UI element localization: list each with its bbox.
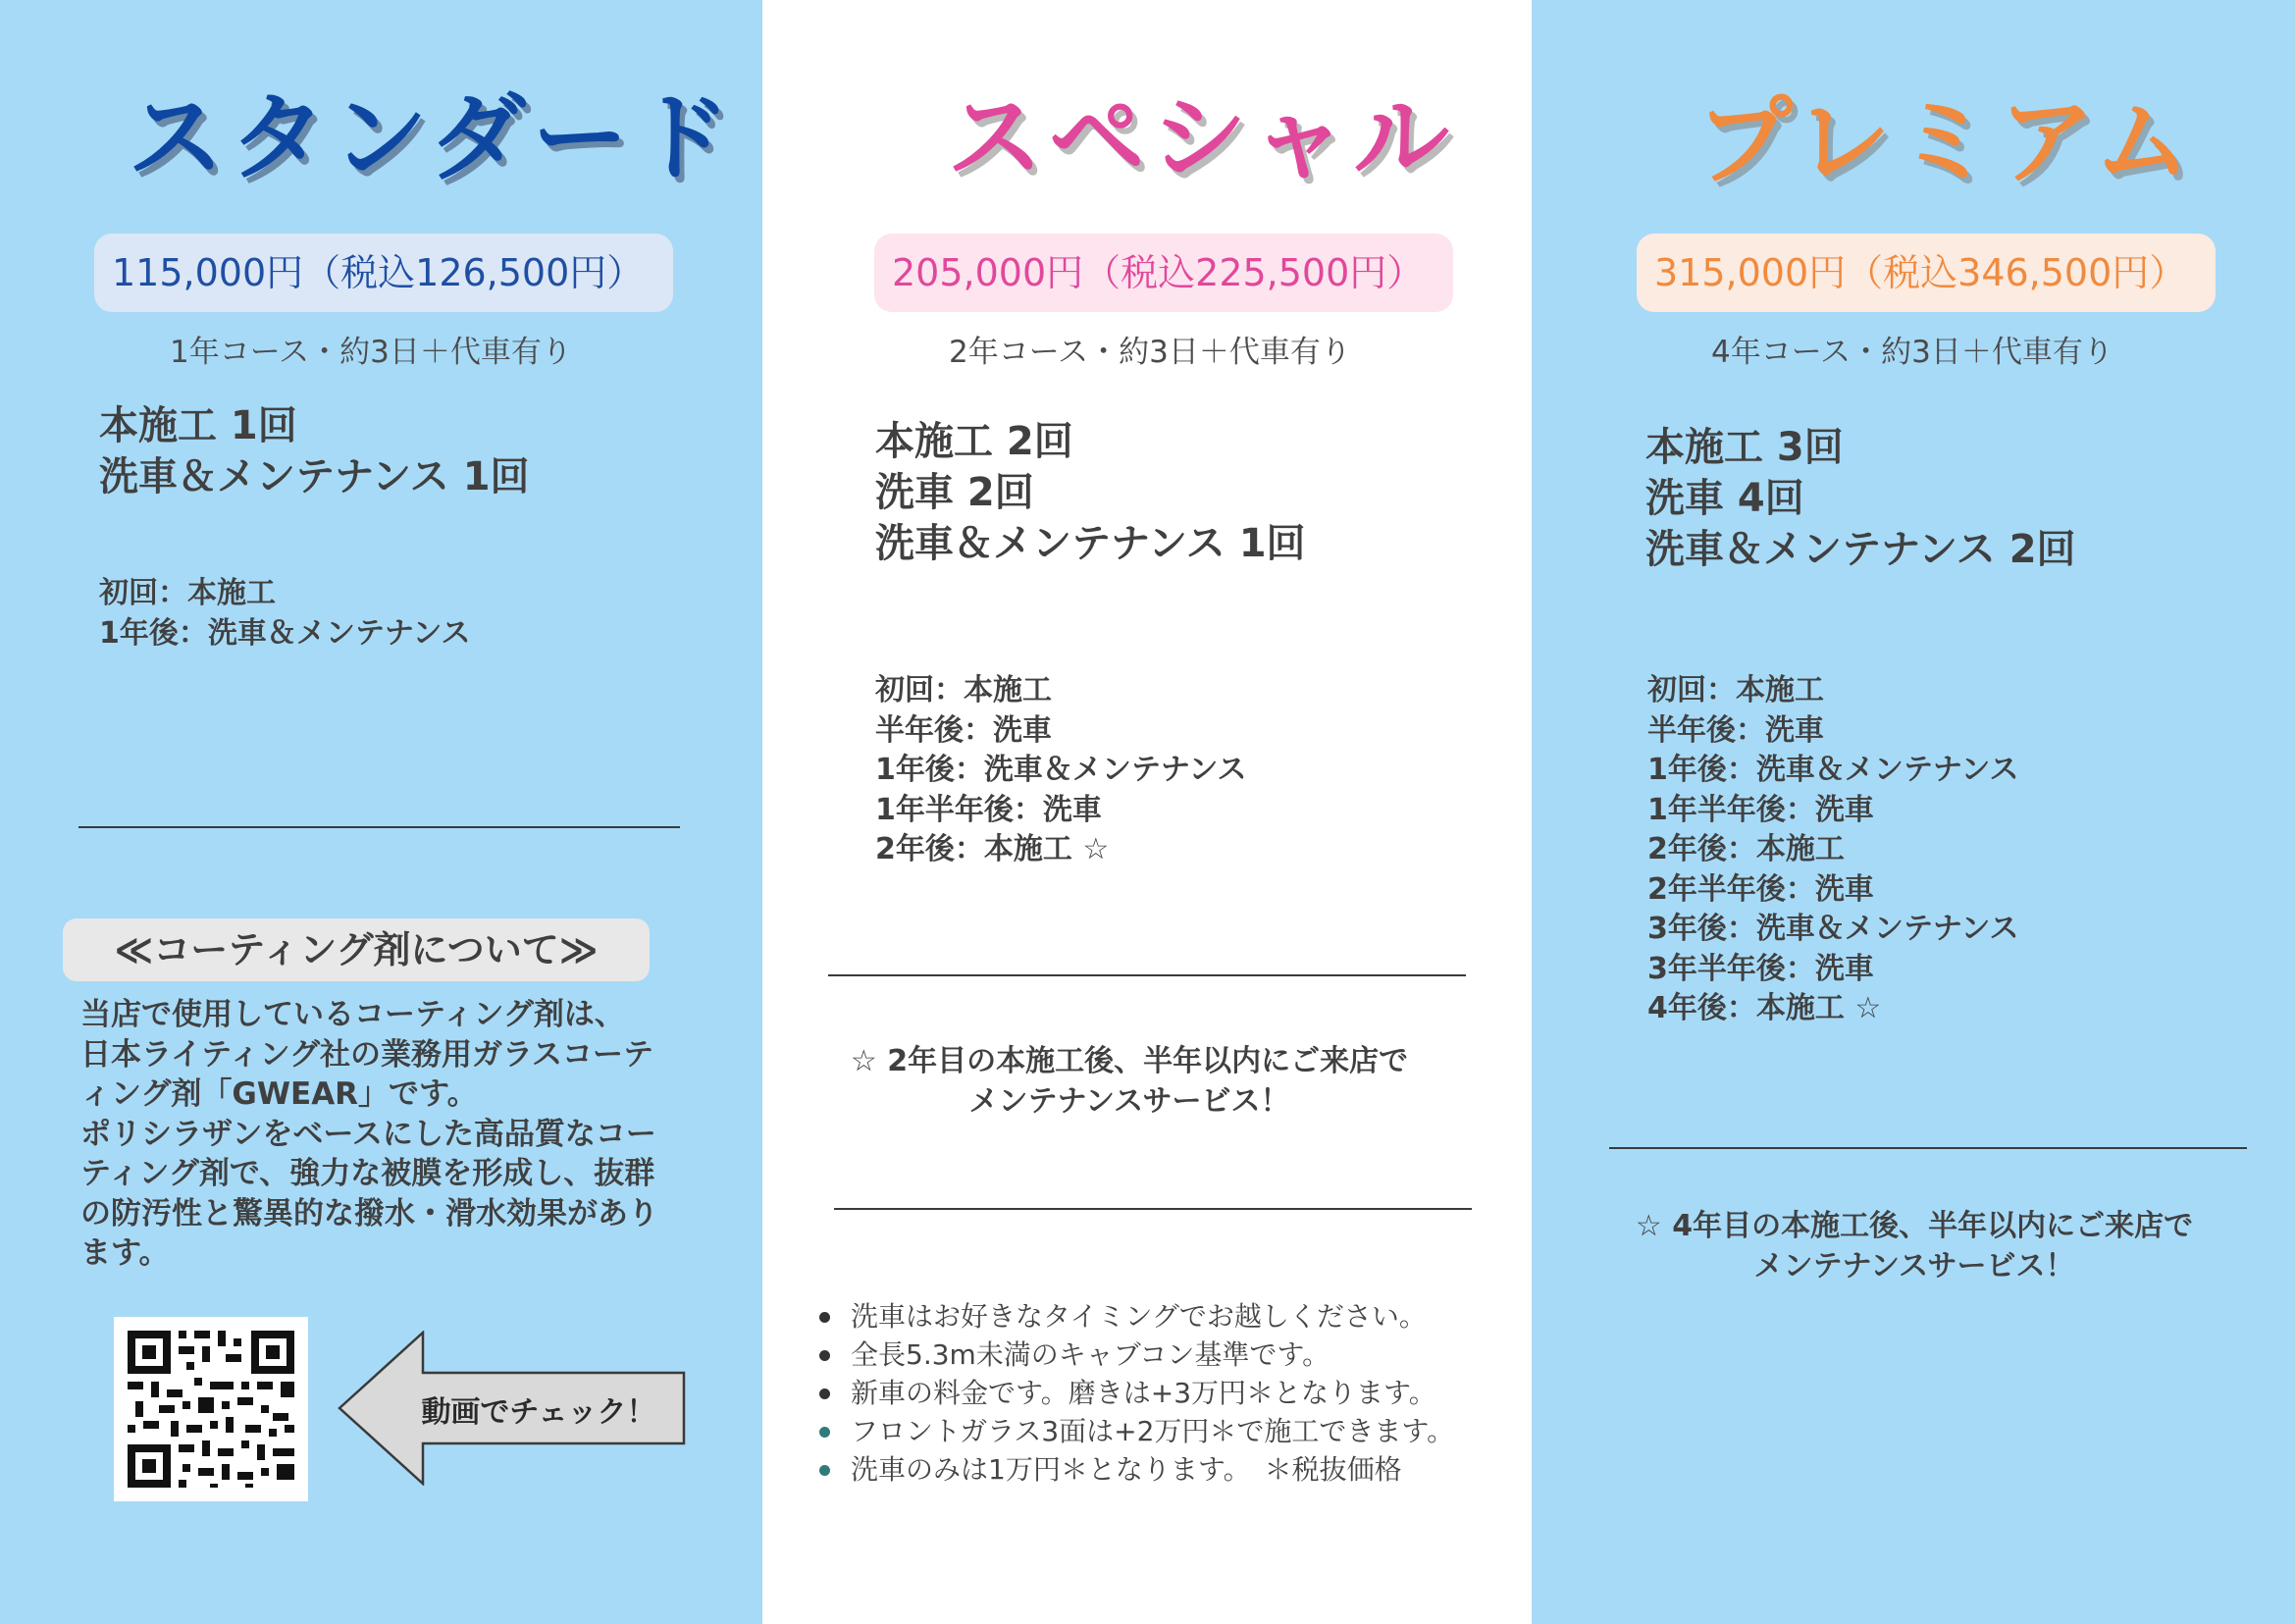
special-items bbox=[875, 416, 1306, 569]
bullet-icon bbox=[819, 1350, 830, 1361]
coating-line: ポリシラザンをベースにした高品質なコー bbox=[80, 1116, 656, 1152]
qr-code-icon bbox=[114, 1317, 308, 1501]
premium-schedule-item: 2年半年後：洗車 bbox=[1647, 871, 1874, 907]
standard-column bbox=[0, 0, 762, 1624]
notes-list bbox=[811, 1297, 1454, 1489]
coating-line: ティング剤で、強力な被膜を形成し、抜群 bbox=[80, 1156, 655, 1191]
special-note-line: メンテナンスサービス！ bbox=[968, 1084, 1290, 1119]
notes-list-text: 全長5.3m未満のキャブコン基準です。 bbox=[851, 1338, 1330, 1371]
bullet-icon bbox=[819, 1427, 830, 1438]
special-schedule-item: 1年半年後：洗車 bbox=[875, 792, 1102, 827]
premium-schedule-item: 半年後：洗車 bbox=[1647, 712, 1824, 748]
coating-line: の防汚性と驚異的な撥水・滑水効果があり bbox=[80, 1195, 658, 1231]
standard-price: 115,000円（税込126,500円） bbox=[94, 234, 673, 312]
standard-item: 本施工 1回 bbox=[99, 403, 297, 448]
special-course: 2年コース・約3日＋代車有り bbox=[949, 335, 1351, 370]
special-column bbox=[762, 0, 1532, 1624]
standard-course: 1年コース・約3日＋代車有り bbox=[170, 335, 572, 370]
premium-schedule-item: 1年後：洗車＆メンテナンス bbox=[1647, 753, 2019, 787]
video-check-arrow[interactable] bbox=[338, 1331, 687, 1486]
premium-schedule-item: 4年後：本施工 ☆ bbox=[1647, 991, 1882, 1025]
notes-list-item bbox=[811, 1450, 1454, 1489]
video-check-label: 動画でチェック！ bbox=[421, 1395, 656, 1430]
notes-list-text: 洗車はお好きなタイミングでお越しください。 bbox=[851, 1300, 1427, 1333]
special-price: 205,000円（税込225,500円） bbox=[874, 234, 1453, 312]
premium-schedule-item: 初回：本施工 bbox=[1647, 673, 1824, 707]
premium-note-line: ☆ 4年目の本施工後、半年以内にご来店で bbox=[1635, 1209, 2194, 1243]
divider bbox=[78, 826, 680, 828]
standard-schedule-item: 初回：本施工 bbox=[99, 576, 276, 610]
premium-column bbox=[1532, 0, 2295, 1624]
special-item: 本施工 2回 bbox=[875, 419, 1073, 464]
special-schedule-item: 1年後：洗車＆メンテナンス bbox=[875, 753, 1247, 787]
bullet-icon bbox=[819, 1465, 830, 1476]
special-title: スペシャル bbox=[947, 82, 1456, 194]
premium-schedule-item: 3年後：洗車＆メンテナンス bbox=[1647, 912, 2019, 946]
standard-schedule-item: 1年後：洗車＆メンテナンス bbox=[99, 615, 471, 651]
special-schedule-item: 2年後：本施工 ☆ bbox=[875, 832, 1110, 866]
special-item: 洗車 2回 bbox=[875, 470, 1034, 515]
special-schedule-item: 初回：本施工 bbox=[875, 673, 1052, 707]
notes-list-text: 新車の料金です。磨きは+3万円＊となります。 bbox=[851, 1377, 1436, 1409]
special-note bbox=[786, 1041, 1473, 1122]
premium-schedule-item: 3年半年後：洗車 bbox=[1647, 951, 1874, 986]
notes-list-item bbox=[811, 1297, 1454, 1336]
special-item: 洗車＆メンテナンス 1回 bbox=[875, 521, 1306, 566]
premium-course: 4年コース・約3日＋代車有り bbox=[1711, 335, 2113, 370]
notes-list-item bbox=[811, 1412, 1454, 1450]
notes-list-item bbox=[811, 1374, 1454, 1412]
divider bbox=[828, 974, 1466, 976]
standard-items bbox=[99, 400, 530, 502]
standard-title: スタンダード bbox=[128, 82, 737, 194]
divider bbox=[1609, 1147, 2247, 1149]
special-note-line: ☆ 2年目の本施工後、半年以内にご来店で bbox=[850, 1044, 1409, 1078]
bullet-icon bbox=[819, 1388, 830, 1399]
standard-item: 洗車＆メンテナンス 1回 bbox=[99, 454, 530, 499]
premium-title: プレミアム bbox=[1696, 86, 2197, 198]
premium-price: 315,000円（税込346,500円） bbox=[1637, 234, 2216, 312]
coating-heading: ≪コーティング剤について≫ bbox=[63, 918, 650, 981]
special-schedule-item: 半年後：洗車 bbox=[875, 712, 1052, 748]
divider bbox=[834, 1208, 1472, 1210]
coating-line: 日本ライティング社の業務用ガラスコーテ bbox=[80, 1036, 654, 1073]
notes-list-item bbox=[811, 1336, 1454, 1374]
premium-item: 本施工 3回 bbox=[1645, 425, 1844, 470]
notes-list-text: フロントガラス3面は+2万円＊で施工できます。 bbox=[851, 1415, 1455, 1447]
premium-note-line: メンテナンスサービス！ bbox=[1753, 1249, 2075, 1283]
coating-line: ィング剤「GWEAR」です。 bbox=[80, 1076, 478, 1112]
special-schedule bbox=[875, 671, 1246, 870]
premium-items bbox=[1645, 422, 2076, 575]
premium-schedule-item: 2年後：本施工 bbox=[1647, 832, 1845, 866]
qr-code[interactable] bbox=[114, 1317, 308, 1501]
premium-item: 洗車＆メンテナンス 2回 bbox=[1645, 527, 2076, 572]
coating-line: 当店で使用しているコーティング剤は、 bbox=[80, 997, 625, 1032]
premium-schedule-item: 1年半年後：洗車 bbox=[1647, 792, 1874, 827]
notes-list-text: 洗車のみは1万円＊となります。 ＊税抜価格 bbox=[851, 1453, 1402, 1486]
coating-line: ます。 bbox=[80, 1235, 170, 1271]
coating-description bbox=[80, 995, 658, 1274]
premium-note bbox=[1571, 1206, 2258, 1286]
premium-item: 洗車 4回 bbox=[1645, 476, 1804, 521]
bullet-icon bbox=[819, 1312, 830, 1323]
premium-schedule bbox=[1647, 671, 2018, 1029]
standard-schedule bbox=[99, 574, 470, 654]
